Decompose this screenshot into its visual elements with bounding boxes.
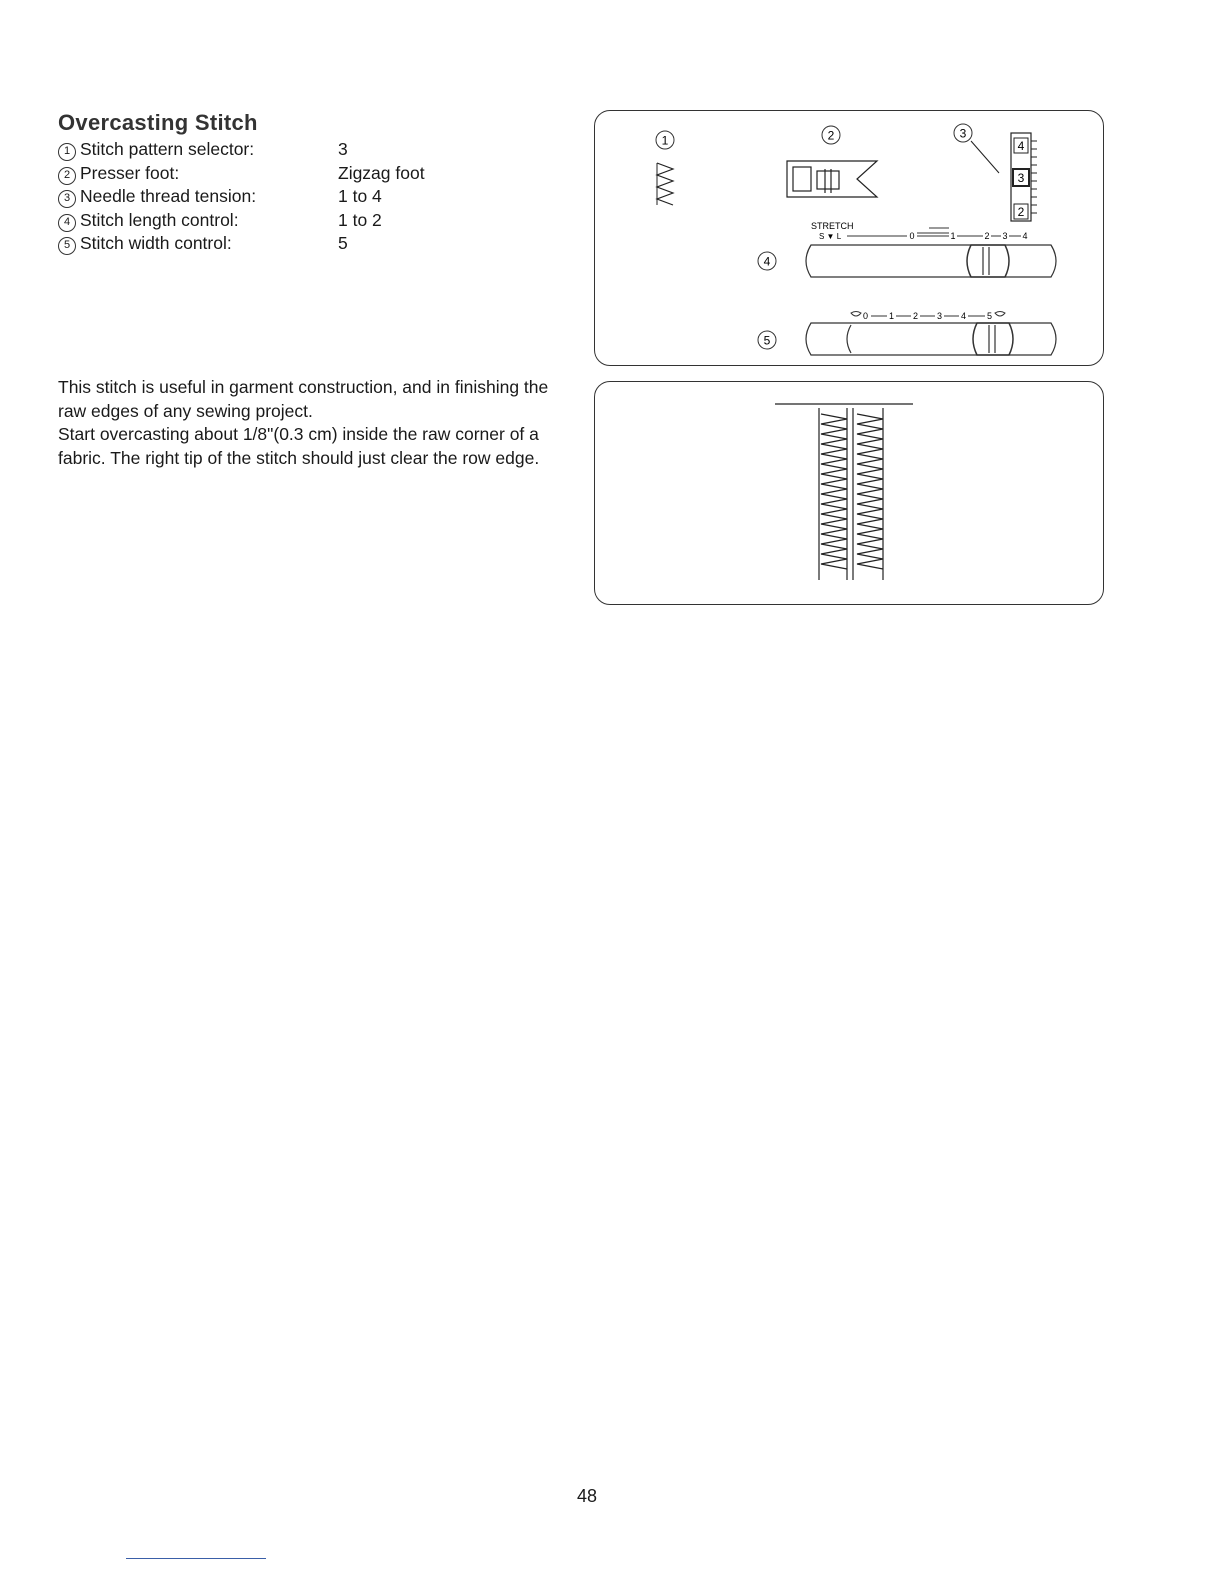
callout-marker: 2 <box>58 167 76 185</box>
setting-value: 5 <box>338 233 348 253</box>
setting-value: 1 to 4 <box>338 186 382 206</box>
callout-1 <box>656 131 674 149</box>
setting-value: 3 <box>338 139 348 159</box>
description-paragraph-1: This stitch is useful in garment construction, and in finishing the raw edges of any sewing project. <box>58 377 549 421</box>
stitch-example-panel <box>594 381 1104 605</box>
setting-row-thread-tension <box>58 186 382 210</box>
width-scale <box>851 312 1005 317</box>
callout-marker: 1 <box>58 143 76 161</box>
setting-value: 1 to 2 <box>338 209 382 230</box>
tension-number-4: 4 <box>1017 139 1025 153</box>
setting-row-stitch-width <box>58 233 348 257</box>
length-scale <box>847 228 1021 236</box>
callout-marker: 3 <box>58 190 76 208</box>
width-tick-2: 2 <box>913 311 919 321</box>
setting-value: Zigzag foot <box>338 162 425 183</box>
callout-4 <box>758 252 776 270</box>
stitch-example-diagram <box>595 382 1103 604</box>
fabric-piece-right <box>853 408 883 580</box>
setting-label: Presser foot: <box>80 162 180 183</box>
length-tick-3: 3 <box>1002 231 1008 241</box>
setting-label: Needle thread tension: <box>80 186 257 206</box>
stretch-label: STRETCH <box>811 221 854 231</box>
svg-text:4: 4 <box>763 254 771 269</box>
length-tick-2: 2 <box>984 231 990 241</box>
callout-3 <box>954 124 972 142</box>
setting-row-stitch-pattern <box>58 139 348 163</box>
settings-diagram <box>595 111 1103 365</box>
setting-label: Stitch pattern selector: <box>80 139 255 159</box>
setting-row-presser-foot <box>58 162 425 187</box>
overcast-stitch-icon <box>657 163 673 205</box>
width-tick-4: 4 <box>961 311 967 321</box>
callout-5 <box>758 331 776 349</box>
tension-dial-icon <box>971 133 1037 221</box>
description <box>58 376 578 470</box>
callout-marker: 4 <box>58 214 76 232</box>
length-tick-1: 1 <box>950 231 956 241</box>
fabric-piece-left <box>819 408 847 580</box>
callout-marker: 5 <box>58 237 76 255</box>
svg-text:1: 1 <box>661 133 669 148</box>
setting-label: Stitch width control: <box>80 233 232 253</box>
callout-2 <box>822 126 840 144</box>
section-title: Overcasting Stitch <box>58 110 258 135</box>
setting-label: Stitch length control: <box>80 209 239 230</box>
settings-diagram-panel <box>594 110 1104 366</box>
stitch-width-slider <box>806 323 1056 355</box>
svg-text:2: 2 <box>827 128 835 143</box>
length-tick-0: 0 <box>909 231 915 241</box>
page-number: 48 <box>576 1486 598 1506</box>
footer-rule <box>126 1558 266 1559</box>
length-tick-4: 4 <box>1022 231 1028 241</box>
stitch-length-slider <box>806 245 1056 277</box>
svg-text:3: 3 <box>959 126 967 141</box>
description-paragraph-2: Start overcasting about 1/8"(0.3 cm) inside the raw corner of a fabric. The right tip of the stitch should just clear the row edge. <box>58 424 540 468</box>
width-tick-0: 0 <box>863 311 869 321</box>
setting-row-stitch-length <box>58 209 382 234</box>
tension-number-3: 3 <box>1017 171 1025 185</box>
settings-list <box>58 139 425 257</box>
width-tick-1: 1 <box>889 311 895 321</box>
stretch-mode-letters: S ▼ L <box>819 232 842 241</box>
svg-text:5: 5 <box>763 333 771 348</box>
zigzag-foot-icon <box>787 161 877 197</box>
width-tick-3: 3 <box>937 311 943 321</box>
tension-number-2: 2 <box>1017 205 1025 219</box>
width-tick-5: 5 <box>987 311 993 321</box>
